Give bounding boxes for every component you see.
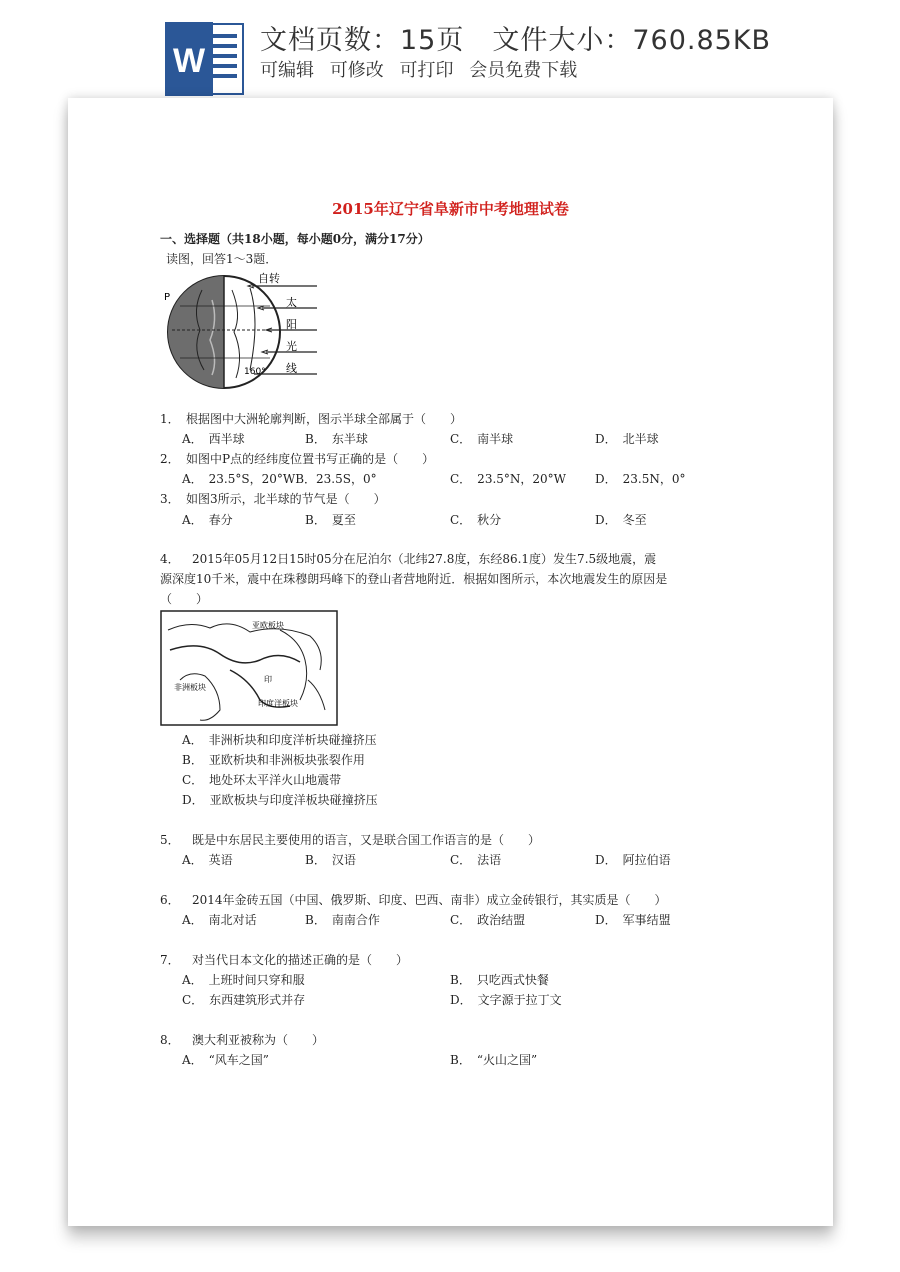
- q7-option-d: D． 文字源于拉丁文: [450, 993, 562, 1007]
- q4-option-d: D． 亚欧板块与印度洋板块碰撞挤压: [182, 793, 378, 807]
- q4-text-line2: 源深度10千米，震中在珠穆朗玛峰下的登山者营地附近．根据如图所示，本次地震发生的原因是: [160, 572, 668, 586]
- globe-figure: [162, 270, 322, 400]
- q8-option-a: A． “风车之国”: [182, 1053, 269, 1067]
- svg-text:阳: 阳: [286, 318, 297, 331]
- q1-text: 根据图中大洲轮廓判断，图示半球全部属于（ ）: [186, 412, 463, 426]
- q3-option-a: A． 春分: [182, 513, 233, 527]
- q7-option-a: A． 上班时间只穿和服: [182, 973, 305, 987]
- svg-text:线: 线: [286, 362, 297, 375]
- svg-text:P: P: [164, 292, 171, 303]
- svg-text:印: 印: [264, 675, 272, 684]
- q5-text: 既是中东居民主要使用的语言，又是联合国工作语言的是（ ）: [192, 833, 541, 847]
- q2-text: 如图中P点的经纬度位置书写正确的是（ ）: [186, 452, 435, 466]
- q5-option-b: B． 汉语: [305, 853, 356, 867]
- doc-meta-line: [260, 18, 771, 57]
- q5-number: 5．: [160, 833, 180, 847]
- section-heading: 一、选择题（共18小题，每小题0分，满分17分）: [160, 232, 430, 246]
- q7-option-b: B． 只吃西式快餐: [450, 973, 549, 987]
- q3-number: 3．: [160, 492, 180, 506]
- q6-option-c: C． 政治结盟: [450, 913, 526, 927]
- q4-option-b: B． 亚欧析块和非洲板块张裂作用: [182, 753, 365, 767]
- q7-text: 对当代日本文化的描述正确的是（ ）: [192, 953, 409, 967]
- q3-option-c: C． 秋分: [450, 513, 502, 527]
- q4-text-line3: （ ）: [160, 592, 209, 606]
- svg-text:160°: 160°: [244, 367, 266, 377]
- download-header: [0, 0, 900, 100]
- q4-number: 4．: [160, 552, 180, 566]
- feature-editable: 可编辑: [260, 60, 314, 81]
- svg-text:自转: 自转: [258, 272, 280, 285]
- page-count: 文档页数：15页: [260, 25, 465, 56]
- q2-option-d: D． 23.5N，0°: [595, 472, 686, 486]
- q3-option-d: D． 冬至: [595, 513, 647, 527]
- q1-option-a: A． 西半球: [182, 432, 245, 446]
- q7-option-c: C． 东西建筑形式并存: [182, 993, 306, 1007]
- q3-option-b: B． 夏至: [305, 513, 356, 527]
- q1-option-c: C． 南半球: [450, 432, 514, 446]
- q6-option-b: B． 南南合作: [305, 913, 380, 927]
- feature-member-download: 会员免费下载: [469, 60, 578, 81]
- svg-text:印度洋板块: 印度洋板块: [258, 699, 298, 708]
- feature-printable: 可打印: [399, 60, 454, 81]
- q1-option-d: D． 北半球: [595, 432, 659, 446]
- q5-option-d: D． 阿拉伯语: [595, 853, 671, 867]
- svg-text:非洲板块: 非洲板块: [174, 683, 206, 692]
- q1-number: 1．: [160, 412, 180, 426]
- q8-option-b: B． “火山之国”: [450, 1053, 538, 1067]
- svg-text:W: W: [172, 42, 206, 80]
- document-page: [68, 98, 833, 1226]
- file-size: 文件大小：760.85KB: [492, 25, 772, 56]
- word-doc-icon: [165, 22, 245, 96]
- q4-text-line1: 2015年05月12日15时05分在尼泊尔（北纬27.8度，东经86.1度）发生7.5级地震，震: [192, 552, 657, 566]
- q6-option-d: D． 军事结盟: [595, 913, 671, 927]
- q5-option-c: C． 法语: [450, 853, 502, 867]
- read-figure-prompt: 读图，回答1～3题．: [166, 252, 278, 266]
- svg-text:亚欧板块: 亚欧板块: [252, 621, 284, 630]
- q4-option-a: A． 非洲析块和印度洋析块碰撞挤压: [182, 733, 377, 747]
- feature-line: [260, 56, 587, 82]
- q6-text: 2014年金砖五国（中国、俄罗斯、印度、巴西、南非）成立金砖银行，其实质是（ ）: [192, 893, 667, 907]
- q8-text: 澳大利亚被称为（ ）: [192, 1033, 325, 1047]
- q2-option-ab: A． 23.5°S，20°WB．23.5S，0°: [182, 472, 377, 486]
- q8-number: 8．: [160, 1033, 180, 1047]
- q6-option-a: A． 南北对话: [182, 913, 257, 927]
- q7-number: 7．: [160, 953, 180, 967]
- q2-option-c: C． 23.5°N，20°W: [450, 472, 567, 486]
- feature-modifiable: 可修改: [329, 60, 384, 81]
- q3-text: 如图3所示，北半球的节气是（ ）: [186, 492, 386, 506]
- svg-text:光: 光: [286, 340, 297, 353]
- q2-number: 2．: [160, 452, 180, 466]
- q1-option-b: B． 东半球: [305, 432, 368, 446]
- doc-title: 2015年辽宁省阜新市中考地理试卷: [332, 200, 569, 218]
- q4-option-c: C． 地处环太平洋火山地震带: [182, 773, 342, 787]
- q5-option-a: A． 英语: [182, 853, 233, 867]
- q6-number: 6．: [160, 893, 180, 907]
- svg-text:太: 太: [286, 296, 297, 309]
- plate-map-figure: [160, 610, 338, 726]
